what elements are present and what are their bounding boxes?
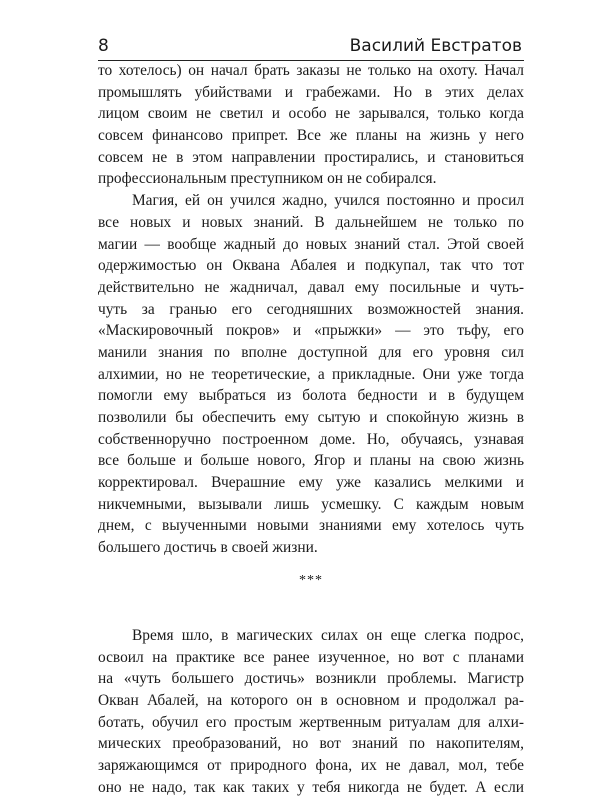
text-line: ботать, обучил его простым жертвенным ритуалам для алхи- [98,713,524,731]
text-line: манили знания по вполне доступной для его уровня сил [98,343,524,361]
text-line: все больше и больше нового, Ягор и планы на свою жизнь [98,452,524,470]
paragraph [98,625,524,798]
author-name: Василий Евстратов [349,36,522,56]
section-separator: *** [299,572,323,588]
text-line: совсем финансово припрет. Все же планы на жизнь у него [98,127,524,145]
text-line: Время шло, в магических силах он еще слегка подрос, [132,626,524,644]
running-header [98,34,524,61]
text-line: то хотелось) он начал брать заказы не только на охоту. Начал [98,62,524,79]
text-line: одержимостью он Оквана Абалея и подкупал, так что тот [98,257,524,275]
text-line: корректировал. Вчерашние ему уже казались мелкими и [98,474,524,492]
section-gap [98,615,524,625]
text-line: Окван Абалей, на которого он в основном и продолжал ра- [98,691,524,709]
text-line: все новых и новых знаний. В дальнейшем не только по [98,213,524,231]
text-line: большего достичь в своей жизни. [98,539,318,557]
text-line: совсем не в этом направлении простирались, и становиться [98,148,524,166]
text-line: действительно не жадничал, давал ему посильные и чуть- [98,278,524,296]
text-line: промышлять убийствами и грабежами. Но в этих делах [98,83,524,101]
text-line: «Маскировочный покров» и «прыжки» — это тьфу, его [98,322,524,340]
body-text [98,60,524,798]
text-line: на «чуть большего достичь» возникли проблемы. Магистр [98,670,524,688]
text-line: никчемными, вызывали лишь усмешку. С каждым новым [98,495,524,513]
text-line: заряжающимся от природного фона, их не давал, мол, тебе [98,756,524,774]
text-line: днем, с выученными новыми знаниями ему хотелось чуть [98,517,524,535]
text-line: позволили бы обеспечить ему сытую и спокойную жизнь в [98,409,524,426]
paragraph [98,60,524,190]
text-line: мических преобразований, но вот знаний по накопителям, [98,735,524,753]
text-line: собственноручно построенном доме. Но, обучаясь, узнавая [98,430,524,448]
text-line: магии — вообще жадный до новых знаний стал. Этой своей [98,235,524,253]
text-line: оно не надо, так как таких у тебя никогда не будет. А если [98,778,524,796]
text-line: лицом своим не светил и особо не зарывался, только когда [98,105,524,123]
text-line: Магия, ей он учился жадно, учился постоянно и просил [132,192,524,210]
text-line: профессиональным преступником он не собирался. [98,170,437,188]
page-number: 8 [98,36,109,56]
text-line: освоил на практике все ранее изученное, но вот с планами [98,648,524,666]
text-line: помогли ему выбраться из болота бедности и в будущем [98,387,524,405]
paragraph [98,190,524,559]
text-line: алхимии, но не теоретические, а прикладные. Они уже тогда [98,365,524,383]
text-line: чуть за гранью его сегодняшних возможностей знания. [98,300,524,318]
